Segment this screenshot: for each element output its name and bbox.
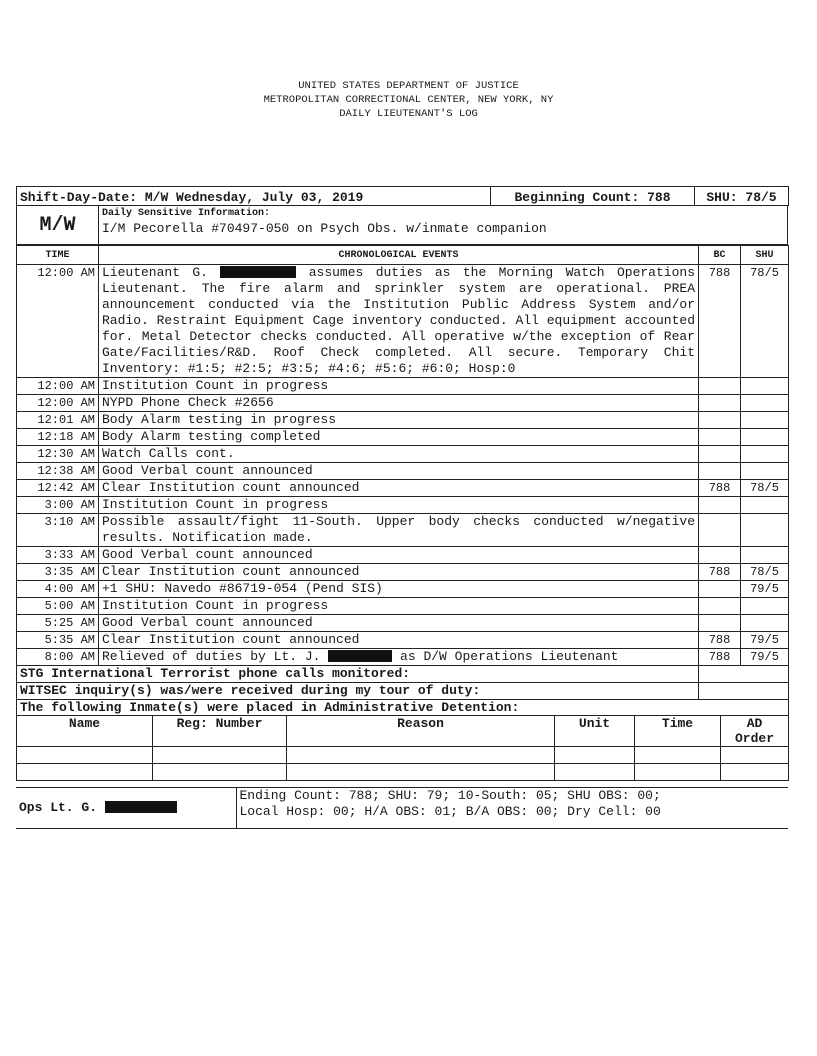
redaction-block bbox=[105, 801, 177, 813]
shift-day-date bbox=[17, 187, 491, 206]
stg-row bbox=[17, 666, 789, 683]
ad-col-reason: Reason bbox=[287, 716, 555, 747]
event-row: 5:25 AM Good Verbal count announced bbox=[17, 615, 789, 632]
header-facility: METROPOLITAN CORRECTIONAL CENTER, NEW YORK, NY bbox=[263, 94, 554, 106]
sensitive-label: Daily Sensitive Information: bbox=[102, 208, 271, 219]
event-row: 3:00 AM Institution Count in progress bbox=[17, 497, 789, 514]
event-shu: 78/5 bbox=[741, 265, 789, 378]
shift-table bbox=[16, 186, 789, 206]
event-row: 12:00 AM NYPD Phone Check #2656 bbox=[17, 395, 789, 412]
witsec-note: WITSEC inquiry(s) was/were received during my tour of duty: bbox=[17, 683, 699, 700]
header-title: DAILY LIEUTENANT'S LOG bbox=[339, 108, 478, 120]
event-row: 4:00 AM +1 SHU: Navedo #86719-054 (Pend SIS) 79/5 bbox=[17, 581, 789, 598]
event-row: 3:35 AM Clear Institution count announced 788 78/5 bbox=[17, 564, 789, 581]
event-row: 12:30 AM Watch Calls cont. bbox=[17, 446, 789, 463]
event-row: 12:01 AM Body Alarm testing in progress bbox=[17, 412, 789, 429]
column-shu: SHU bbox=[741, 246, 789, 265]
ad-empty-row bbox=[17, 747, 789, 764]
document-header bbox=[0, 79, 817, 121]
column-events: CHRONOLOGICAL EVENTS bbox=[99, 246, 699, 265]
footer bbox=[16, 787, 788, 829]
shift-value: M/W Wednesday, July 03, 2019 bbox=[144, 190, 364, 205]
event-row: 5:35 AM Clear Institution count announced 788 79/5 bbox=[17, 632, 789, 649]
lieutenant-log bbox=[16, 186, 788, 829]
redaction-block bbox=[328, 650, 392, 662]
ending-count-line1: Ending Count: 788; SHU: 79; 10-South: 05; SHU OBS: 00; bbox=[239, 788, 661, 803]
ad-table bbox=[16, 700, 789, 781]
shu-count bbox=[695, 187, 789, 206]
shu-count-label: SHU: bbox=[706, 190, 738, 205]
sensitive-info bbox=[16, 206, 788, 245]
event-row: 12:18 AM Body Alarm testing completed bbox=[17, 429, 789, 446]
event-row: 8:00 AM Relieved of duties by Lt. J. as D/W Operations Lieutenant 788 79/5 bbox=[17, 649, 789, 666]
ad-col-order: AD Order bbox=[721, 716, 789, 747]
shu-count-value: 78/5 bbox=[745, 190, 777, 205]
beginning-count-value: 788 bbox=[647, 190, 671, 205]
ad-empty-row bbox=[17, 764, 789, 781]
sensitive-text: I/M Pecorella #70497-050 on Psych Obs. w/inmate companion bbox=[102, 221, 547, 236]
signer bbox=[16, 788, 236, 829]
event-bc: 788 bbox=[699, 265, 741, 378]
event-row bbox=[17, 265, 789, 378]
column-bc: BC bbox=[699, 246, 741, 265]
ad-col-name: Name bbox=[17, 716, 153, 747]
events-table bbox=[16, 245, 789, 700]
event-time: 12:00 AM bbox=[17, 265, 99, 378]
shift-code: M/W bbox=[17, 206, 99, 245]
ad-title: The following Inmate(s) were placed in Administrative Detention: bbox=[17, 700, 789, 716]
event-row: 12:38 AM Good Verbal count announced bbox=[17, 463, 789, 480]
beginning-count-label: Beginning Count: bbox=[514, 190, 640, 205]
event-text: Relieved of duties by Lt. J. as D/W Operations Lieutenant bbox=[99, 649, 699, 666]
ad-col-time: Time bbox=[635, 716, 721, 747]
event-text: Lieutenant G. assumes duties as the Morning Watch Operations Lieutenant. The fire alarm and sprinkler system are operational. PREA announcement conducted via the Institution Public Address System and/or Radio. Restraint Equipment Cage inventory conducted. All equipment accounted for. Metal Detector checks conducted. All operative w/the exception of Rear Gate/Facilities/R&D. Roof Check completed. All secure. Temporary Chit Inventory: #1:5; #2:5; #3:5; #4:6; #5:6; #6:0; Hosp:0 bbox=[99, 265, 699, 378]
event-row: 3:33 AM Good Verbal count announced bbox=[17, 547, 789, 564]
header-agency: UNITED STATES DEPARTMENT OF JUSTICE bbox=[298, 80, 519, 92]
redaction-block bbox=[220, 266, 296, 278]
signer-label: Ops Lt. G. bbox=[19, 800, 98, 815]
event-row: 12:42 AM Clear Institution count announced 788 78/5 bbox=[17, 480, 789, 497]
column-time: TIME bbox=[17, 246, 99, 265]
beginning-count bbox=[491, 187, 695, 206]
event-row: 12:00 AM Institution Count in progress bbox=[17, 378, 789, 395]
stg-note: STG International Terrorist phone calls monitored: bbox=[17, 666, 699, 683]
event-row: 5:00 AM Institution Count in progress bbox=[17, 598, 789, 615]
ending-count bbox=[236, 788, 788, 829]
ad-col-reg: Reg: Number bbox=[153, 716, 287, 747]
event-row: 3:10 AM Possible assault/fight 11-South. Upper body checks conducted w/negative results. Notification made. bbox=[17, 514, 789, 547]
shift-label: Shift-Day-Date: bbox=[20, 190, 138, 205]
ending-count-line2: Local Hosp: 00; H/A OBS: 01; B/A OBS: 00; Dry Cell: 00 bbox=[239, 804, 661, 819]
ad-col-unit: Unit bbox=[555, 716, 635, 747]
witsec-row bbox=[17, 683, 789, 700]
